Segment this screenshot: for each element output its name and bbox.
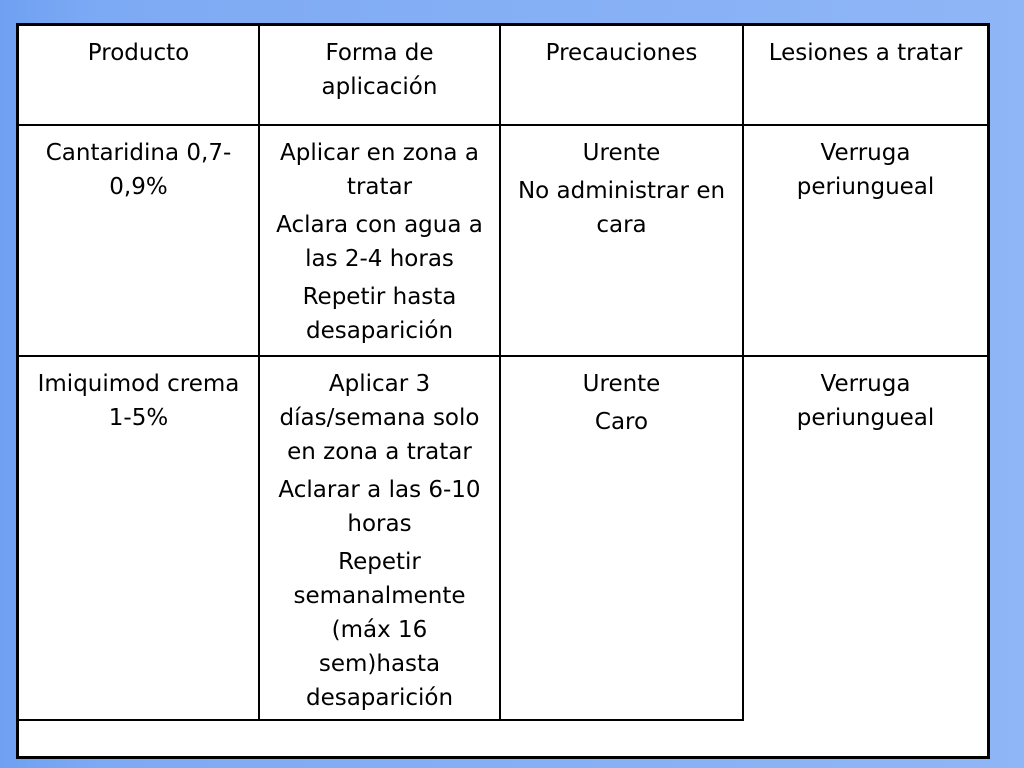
forma-step: Aclarar a las 6-10 horas (278, 477, 481, 537)
cell-lesiones (743, 356, 987, 720)
producto-text: Imiquimod crema 1-5% (37, 371, 240, 431)
treatment-grid (19, 26, 987, 721)
cell-forma (259, 356, 500, 720)
precaucion-item: Urente (582, 371, 661, 397)
header-producto (19, 26, 259, 125)
header-lesiones-label: Lesiones a tratar (768, 40, 963, 66)
lesion-text: Verruga periungueal (796, 140, 935, 200)
cell-lesiones (743, 125, 987, 356)
table-row (19, 125, 987, 356)
forma-step: Aplicar en zona a tratar (280, 140, 479, 200)
header-forma-label: Forma de aplicación (321, 40, 438, 100)
forma-step: Aplicar 3 días/semana solo en zona a tratar (279, 371, 480, 465)
cell-forma (259, 125, 500, 356)
table-row (19, 356, 987, 720)
producto-text: Cantaridina 0,7-0,9% (45, 140, 232, 200)
header-precauciones-label: Precauciones (545, 40, 698, 66)
header-lesiones (743, 26, 987, 125)
header-forma-aplicacion (259, 26, 500, 125)
cell-precauciones (500, 356, 743, 720)
cell-precauciones (500, 125, 743, 356)
precaucion-item: No administrar en cara (517, 178, 726, 238)
forma-step: Aclara con agua a las 2-4 horas (276, 212, 483, 272)
forma-step: Repetir hasta desaparición (302, 284, 457, 344)
cell-producto (19, 356, 259, 720)
cell-producto (19, 125, 259, 356)
treatment-table (16, 23, 990, 759)
lesion-text: Verruga periungueal (796, 371, 935, 431)
header-producto-label: Producto (87, 40, 190, 66)
header-precauciones (500, 26, 743, 125)
table-header-row (19, 26, 987, 125)
precaucion-item: Urente (582, 140, 661, 166)
forma-step: Repetir semanalmente (máx 16 sem)hasta desaparición (293, 549, 466, 711)
precaucion-item: Caro (594, 409, 649, 435)
